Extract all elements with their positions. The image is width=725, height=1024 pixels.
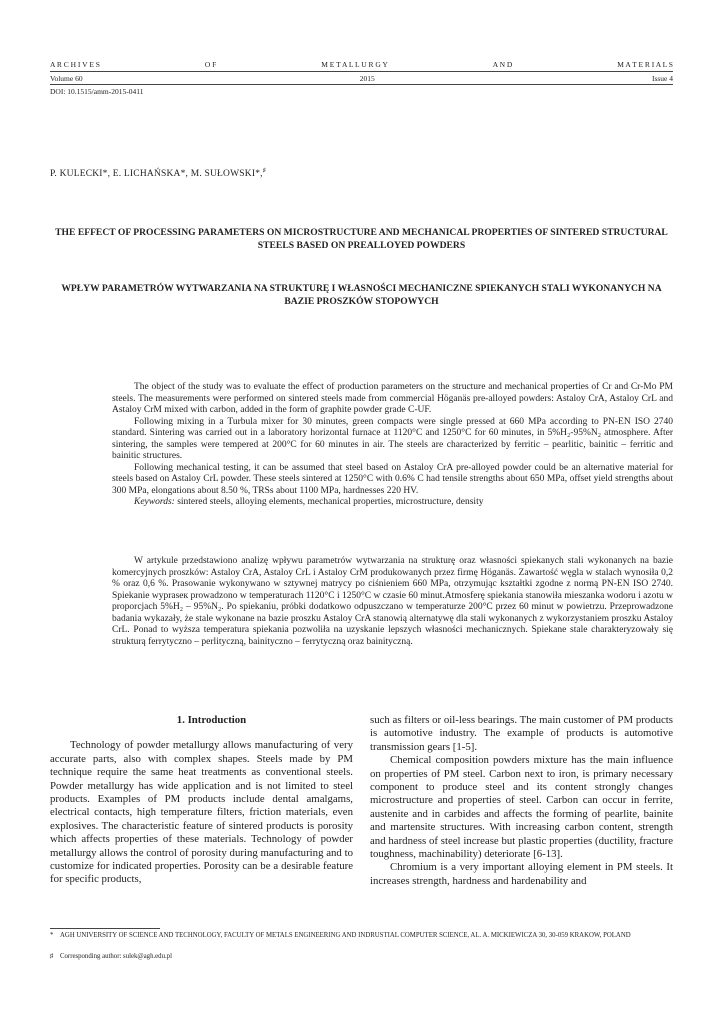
section-title: 1. Introduction <box>176 714 247 726</box>
authors <box>50 168 266 179</box>
issue: Issue 4 <box>651 74 673 83</box>
affiliation-text: AGH UNIVERSITY OF SCIENCE AND TECHNOLOGY, FACULTY OF METALS ENGINEERING AND INDRUSTIAL COMPUTER SCIENCE, AL. A. MICKIEWICZA 30, 30-059 KRAKOW, POLAND <box>60 932 631 939</box>
author-names: P. KULECKI*, E. LICHAŃSKA*, M. SUŁOWSKI*, <box>50 169 263 180</box>
journal-word: M A T E R I A L S <box>617 60 673 69</box>
keywords-list: sintered steels, alloying elements, mechanical properties, microstructure, density <box>174 497 484 507</box>
abstract-paragraph: Following mixing in a Turbula mixer for 30 minutes, green compacts were single pressed at 660 MPa according to PN-EN ISO 2740 standard. Sintering was carried out in a laboratory horizontal furnace at 1120°C and 1250°C for 60 minutes, in 5%H₂-95%N₂ atmosphere. After sintering, the samples were tempered at 200°C for 60 minutes in air. The steels are characterized by ferritic – pearlitic, bainitic – ferritic and bainitic structures. <box>112 416 673 461</box>
keywords-label: Keywords: <box>134 497 175 507</box>
abstract-paragraph: Following mechanical testing, it can be assumed that steel based on Astaloy CrA pre-alloyed powder could be an alternative material for steels based on Astaloy CrL powder. These steels sintered at 1250°C with 0.6% C had tensile strengths about 650 MPa, offset yield strengths about 300 MPa, elongations about 8.50 %, TRSs about 1100 MPa, hardnesses 220 HV. <box>112 462 673 496</box>
header-rule-top <box>50 71 673 72</box>
footnote-mark: * <box>50 932 54 939</box>
body-paragraph: Chromium is a very important alloying element in PM steels. It increases strength, hardness and hardenability and <box>370 861 673 887</box>
year: 2015 <box>359 74 375 83</box>
footnote-corresponding <box>50 952 673 961</box>
journal-word: A N D <box>492 60 513 69</box>
journal-word: M E T A L L U R G Y <box>321 60 388 69</box>
abstract-english <box>112 382 673 509</box>
body-right-column <box>370 714 673 888</box>
footnote-mark: ♯ <box>50 953 54 960</box>
abstract-paragraph: The object of the study was to evaluate the effect of production parameters on the structure and mechanical properties of Cr and Cr-Mo PM steels. The measurements were performed on sintered steels made from commercial Höganäs pre-alloyed powders: Astaloy CrA, Astaloy CrL and Astaloy CrM mixed with carbon, added in the form of graphite powder grade C-UF. <box>112 382 673 415</box>
title-polish: WPŁYW PARAMETRÓW WYTWARZANIA NA STRUKTURĘ I WŁASNOŚCI MECHANICZNE SPIEKANYCH STALI WYKONANYCH NA BAZIE PROSZKÓW STOPOWYCH <box>61 283 662 307</box>
body-paragraph: Chemical composition powders mixture has the main influence on properties of PM steel. Carbon next to iron, is primary necessary component to produce steel and its content strongly changes microstructure and properties of steel. Carbon can occur in ferrite, austenite and in carbides and affects the forming of pearlite, bainite and martensite structures. With increasing carbon content, strength and hardness of steel increase but plastic properties (ductility, fracture toughness, machinability) deteriorate [6-13]. <box>370 754 673 861</box>
journal-word: A R C H I V E S <box>50 60 100 69</box>
issue-meta <box>50 74 673 83</box>
journal-word: O F <box>204 60 217 69</box>
abstract-polish <box>112 556 673 648</box>
volume: Volume 60 <box>50 74 83 83</box>
body-left-column <box>50 714 353 887</box>
doi: DOI: 10.1515/amm-2015-0411 <box>50 87 144 96</box>
keywords <box>112 497 673 509</box>
abstract-paragraph: W artykule przedstawiono analizę wpływu parametrów wytwarzania na strukturę oraz własności spiekanych stali wykonanych na bazie komercyjnych proszków: Astaloy CrA, Astaloy CrL i Astaloy CrM produkowanych przez firmę Höganäs. Zawartość węgla w stalach wynosiła 0,2 % oraz 0,6 %. Prasowanie wykonywano w sztywnej matrycy po ciśnieniem 660 MPa, otrzymując kształtki zgodne z normą PN-EN ISO 2740. Spiekanie wypraseк prowadzono w temperaturach 1120°C i 1250°C w czasie 60 minut.Atmosferę spiekania stanowiła mieszanka wodoru i azotu w proporcjach 5%H₂ – 95%N₂. Po spiekaniu, próbki dodatkowo odpuszczano w temperaturze 200°C przez 60 minut w powietrzu. Przeprowadzone badania wykazały, że stale wykonane na bazie proszku Astaloy CrA stanowią alternatywę dla stali wykonanych z wykorzystaniem proszku Astaloy CrL. Ponad to wyższa temperatura spiekania pozwoliła na uzyskanie lepszych własności mechanicznych. Spiekane stale charakteryzowały się strukturą ferrytyczno – perlityczną, bainityczno – ferrytyczną oraz bainityczną. <box>112 556 673 647</box>
corresponding-text: Corresponding author: sulek@agh.edu.pl <box>60 953 172 960</box>
corresponding-mark: ♯ <box>262 168 266 174</box>
header-rule-bottom <box>50 84 673 85</box>
footnote-affiliation <box>50 931 673 940</box>
body-paragraph: such as filters or oil-less bearings. The main customer of PM products is automotive industry. The example of products is automotive transmission gears [1-5]. <box>370 714 673 753</box>
title-english: THE EFFECT OF PROCESSING PARAMETERS ON MICROSTRUCTURE AND MECHANICAL PROPERTIES OF SINTERED STRUCTURAL STEELS BASED ON PREALLOYED POWDERS <box>55 227 668 251</box>
body-paragraph: Technology of powder metallurgy allows manufacturing of very accurate parts, also with complex shapes. Steels made by PM technique require the same heat treatments as conventional steels. Powder metallurgy has wide application and is not limited to steel products. Examples of PM products include dental amalgams, electrical contacts, high temperature filters, friction materials, even explosives. The characteristic feature of sintered products is porosity which affects properties of these materials. Technology of powder metallurgy allows the control of porosity during manufacturing and to customize for indicated properties. Porosity can be a desirable feature for specific products, <box>50 739 353 886</box>
footnote-rule <box>50 928 160 929</box>
journal-name <box>50 60 673 69</box>
